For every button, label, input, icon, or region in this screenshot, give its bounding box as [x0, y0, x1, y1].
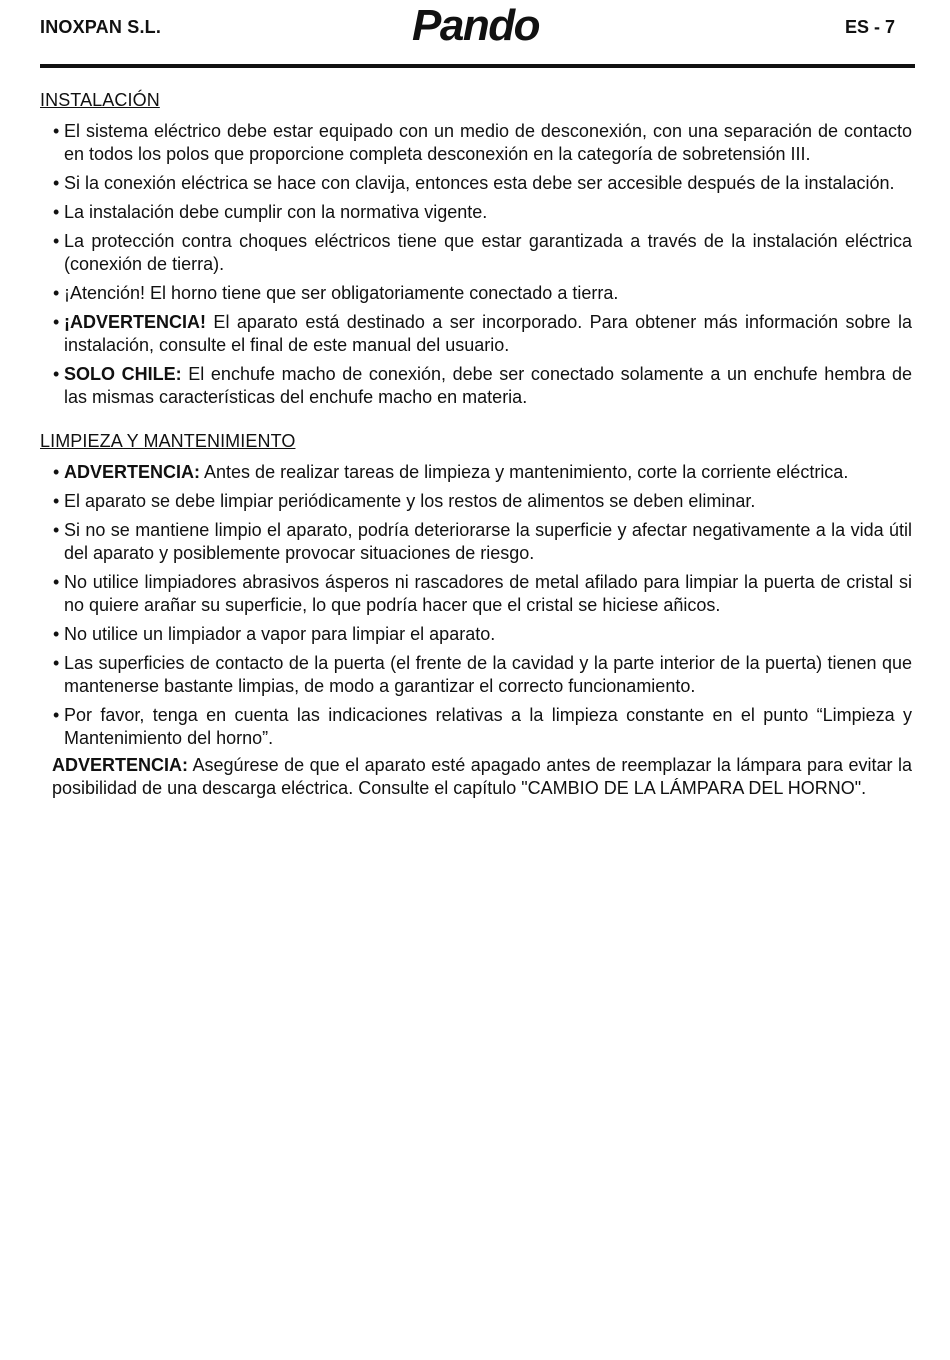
page-header [40, 0, 915, 68]
cleaning-section [40, 429, 912, 800]
item-text: La instalación debe cumplir con la normativa vigente. [64, 202, 488, 222]
bullet-icon: • [53, 364, 60, 384]
item-text: No utilice limpiadores abrasivos ásperos ni rascadores de metal afilado para limpiar la puerta de cristal si no quiere arañar su superficie, lo que podría hacer que el cristal se hiciese añicos. [64, 572, 912, 615]
list-item [40, 282, 912, 305]
list-item [40, 652, 912, 698]
bullet-icon: • [53, 572, 60, 592]
list-item [40, 704, 912, 750]
bullet-icon: • [53, 491, 60, 511]
list-item [40, 172, 912, 195]
list-item [40, 363, 912, 409]
note-text: Asegúrese de que el aparato esté apagado antes de reemplazar la lámpara para evitar la posibilidad de una descarga eléctrica. Consulte el capítulo "CAMBIO DE LA LÁMPARA DEL HORNO". [52, 755, 912, 798]
bullet-icon: • [53, 173, 60, 193]
item-label: ¡ADVERTENCIA! [64, 312, 206, 332]
list-item [40, 230, 912, 276]
item-text: El aparato se debe limpiar periódicamente y los restos de alimentos se deben eliminar. [64, 491, 756, 511]
company-name: INOXPAN S.L. [40, 17, 162, 37]
list-item [40, 519, 912, 565]
list-item [40, 120, 912, 166]
installation-section [40, 88, 912, 409]
item-text: El aparato está destinado a ser incorporado. Para obtener más información sobre la instalación, consulte el final de este manual del usuario. [64, 312, 912, 355]
bullet-icon: • [53, 520, 60, 540]
item-label: SOLO CHILE: [64, 364, 182, 384]
item-label: ADVERTENCIA: [64, 462, 201, 482]
page-number: ES - 7 [844, 17, 895, 37]
list-item [40, 201, 912, 224]
item-text: No utilice un limpiador a vapor para limpiar el aparato. [64, 624, 496, 644]
bullet-icon: • [53, 231, 60, 251]
item-text: El enchufe macho de conexión, debe ser conectado solamente a un enchufe hembra de las mismas características del enchufe macho en materia. [64, 364, 912, 407]
list-item [40, 461, 912, 484]
installation-list [40, 120, 912, 409]
note-label: ADVERTENCIA: [52, 755, 189, 775]
item-text: ¡Atención! El horno tiene que ser obligatoriamente conectado a tierra. [64, 283, 619, 303]
list-item [40, 623, 912, 646]
item-text: Antes de realizar tareas de limpieza y mantenimiento, corte la corriente eléctrica. [200, 462, 849, 482]
lamp-warning-note [40, 754, 912, 800]
item-text: Las superficies de contacto de la puerta (el frente de la cavidad y la parte interior de la puerta) tienen que mantenerse bastante limpias, de modo a garantizar el correcto funcionamiento. [64, 653, 912, 696]
installation-title: INSTALACIÓN [40, 90, 160, 110]
bullet-icon: • [53, 283, 60, 303]
bullet-icon: • [53, 624, 60, 644]
bullet-icon: • [53, 705, 60, 725]
item-text: La protección contra choques eléctricos tiene que estar garantizada a través de la instalación eléctrica (conexión de tierra). [64, 231, 912, 274]
cleaning-title: LIMPIEZA Y MANTENIMIENTO [40, 431, 296, 451]
list-item [40, 490, 912, 513]
cleaning-list [40, 461, 912, 750]
bullet-icon: • [53, 462, 60, 482]
bullet-icon: • [53, 202, 60, 222]
item-text: Si no se mantiene limpio el aparato, podría deteriorarse la superficie y afectar negativamente a la vida útil del aparato y posiblemente provocar situaciones de riesgo. [64, 520, 912, 563]
item-text: El sistema eléctrico debe estar equipado con un medio de desconexión, con una separación de contacto en todos los polos que proporcione completa desconexión en la categoría de sobretensión III. [64, 121, 912, 164]
document-body [40, 88, 912, 800]
bullet-icon: • [53, 121, 60, 141]
bullet-icon: • [53, 653, 60, 673]
item-text: Por favor, tenga en cuenta las indicaciones relativas a la limpieza constante en el punto “Limpieza y Mantenimiento del horno”. [64, 705, 912, 748]
bullet-icon: • [53, 312, 60, 332]
item-text: Si la conexión eléctrica se hace con clavija, entonces esta debe ser accesible después de la instalación. [64, 173, 895, 193]
list-item [40, 571, 912, 617]
list-item [40, 311, 912, 357]
brand-logo: Pando [412, 1, 539, 50]
